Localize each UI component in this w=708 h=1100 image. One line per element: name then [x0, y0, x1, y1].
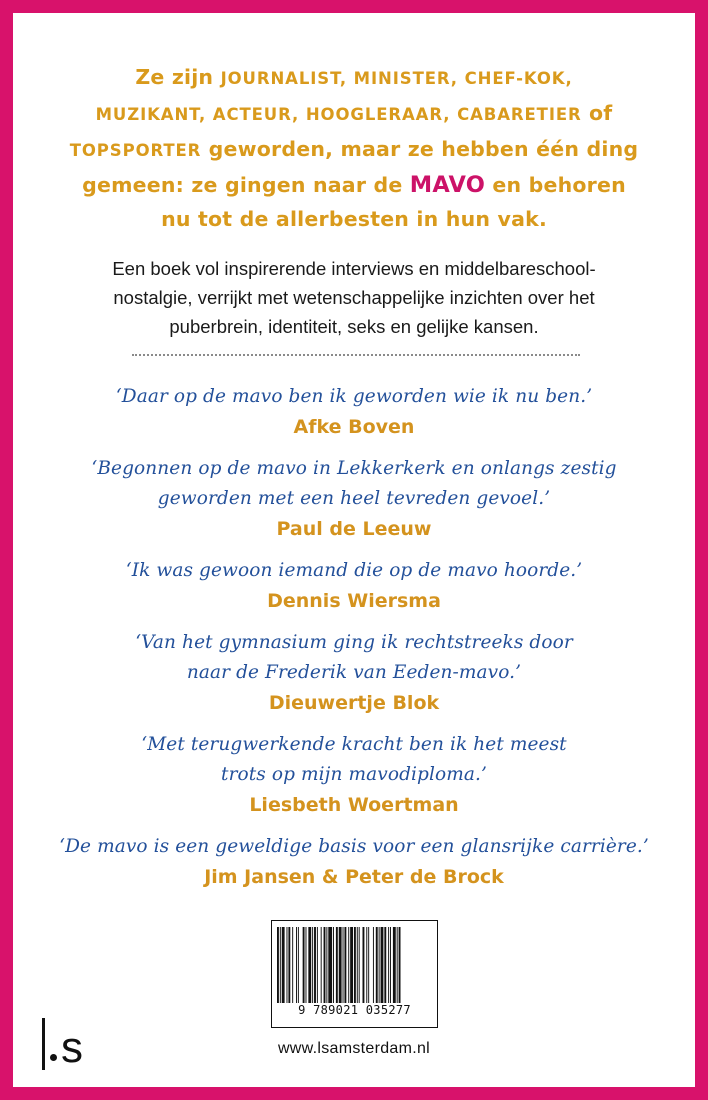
intro-blurb [40, 60, 668, 236]
quote-text: naar de Frederik van Eeden-mavo.’ [186, 662, 522, 683]
barcode-bar [328, 927, 332, 1003]
barcode-bar [303, 927, 305, 1003]
quote-block [30, 556, 678, 616]
quote-text: geworden met een heel tevreden gevoel.’ [157, 488, 551, 509]
barcode-bar [373, 927, 374, 1003]
barcode-bar [344, 927, 346, 1003]
quote-author: Dieuwertje Blok [268, 692, 440, 714]
barcode-bar [298, 927, 299, 1003]
barcode-bar [339, 927, 342, 1003]
barcode-bar [317, 927, 318, 1003]
barcode-bar [348, 927, 349, 1003]
barcode-bar [333, 927, 334, 1003]
barcode-bar [363, 927, 365, 1003]
quote-text: ‘Daar op de mavo ben ik geworden wie ik nu ben.’ [115, 386, 593, 407]
intro-line [40, 168, 668, 202]
quote-block [30, 628, 678, 718]
barcode-bar [287, 927, 288, 1003]
intro-text: geworden, maar ze hebben één ding [201, 137, 639, 161]
publisher-website: www.lsamsterdam.nl [277, 1040, 431, 1057]
quote-author: Jim Jansen & Peter de Brock [204, 866, 504, 888]
barcode-bar [296, 927, 297, 1003]
barcode-bar [350, 927, 353, 1003]
barcode-bar [376, 927, 378, 1003]
professions-text: TOPSPORTER [69, 141, 202, 160]
barcode-bar [292, 927, 293, 1003]
barcode-bar [312, 927, 313, 1003]
intro-text: en behoren [485, 173, 626, 197]
barcode-bar [393, 927, 396, 1003]
intro-line [40, 60, 668, 96]
book-description [60, 254, 648, 341]
intro-text: nu tot de allerbesten in hun vak. [161, 207, 547, 231]
barcode-bar [288, 927, 290, 1003]
intro-line [40, 96, 668, 132]
description-line: Een boek vol inspirerende interviews en middelbareschool- [112, 258, 596, 279]
barcode-bar [324, 927, 326, 1003]
description-line: nostalgie, verrijkt met wetenschappelijke inzichten over het [113, 287, 595, 308]
barcode-bar [388, 927, 389, 1003]
barcode-bar [357, 927, 358, 1003]
isbn-barcode [271, 920, 438, 1028]
barcode-bar [359, 927, 360, 1003]
barcode-bar [397, 927, 398, 1003]
intro-line [40, 202, 668, 236]
quote-text: ‘Van het gymnasium ging ik rechtstreeks door [135, 632, 573, 653]
quote-text: ‘Ik was gewoon iemand die op de mavo hoorde.’ [125, 560, 583, 581]
barcode-bar [343, 927, 344, 1003]
quote-block [30, 454, 678, 544]
isbn-number: 9 789021 035277 [298, 1003, 411, 1017]
barcode-bar [282, 927, 285, 1003]
barcode-bars [277, 927, 431, 1003]
barcode-bar [308, 927, 311, 1003]
barcode-bar [306, 927, 307, 1003]
quote-text: trots op mijn mavodiploma.’ [221, 764, 487, 785]
barcode-bar [366, 927, 367, 1003]
barcode-bar [354, 927, 356, 1003]
quote-text: ‘De mavo is een geweldige basis voor een glansrijke carrière.’ [59, 836, 649, 857]
barcode-bar [399, 927, 401, 1003]
barcode-bar [280, 927, 281, 1003]
professions-text: MUZIKANT, ACTEUR, HOOGLERAAR, CABARETIER [95, 105, 582, 124]
quote-block [30, 730, 678, 820]
quote-author: Paul de Leeuw [276, 518, 432, 540]
quote-author: Afke Boven [293, 416, 415, 438]
barcode-bar [381, 927, 384, 1003]
professions-text: JOURNALIST, MINISTER, CHEF-KOK, [220, 69, 573, 88]
barcode-bar [390, 927, 391, 1003]
intro-text: of [581, 101, 613, 125]
quote-text: ‘Met terugwerkende kracht ben ik het meest [141, 734, 567, 755]
quote-author: Dennis Wiersma [267, 590, 441, 612]
barcode-bar [326, 927, 327, 1003]
mavo-highlight: MAVO [409, 172, 486, 198]
barcode-bar [379, 927, 380, 1003]
dotted-divider [132, 354, 580, 356]
quote-text: ‘Begonnen op de mavo in Lekkerkerk en onlangs zestig [91, 458, 617, 479]
quote-block [30, 382, 678, 442]
barcode-bar [314, 927, 316, 1003]
intro-line [40, 132, 668, 168]
quotes-list [30, 382, 678, 904]
logo-letter: s [61, 1023, 83, 1072]
barcode-bar [384, 927, 386, 1003]
intro-text: gemeen: ze gingen naar de [82, 173, 410, 197]
barcode-bar [368, 927, 369, 1003]
barcode-bar [277, 927, 279, 1003]
barcode-bar [321, 927, 322, 1003]
quote-author: Liesbeth Woertman [249, 794, 459, 816]
barcode-bar [336, 927, 338, 1003]
description-line: puberbrein, identiteit, seks en gelijke kansen. [169, 316, 539, 337]
intro-text: Ze zijn [135, 65, 221, 89]
quote-block [30, 832, 678, 892]
